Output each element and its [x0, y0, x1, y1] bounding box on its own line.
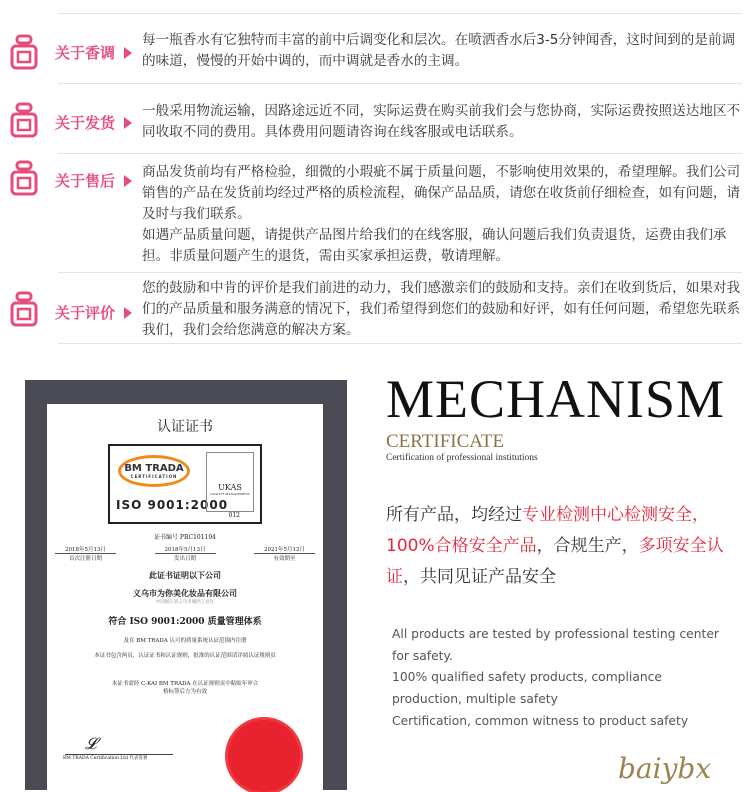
cert-date: 2018年5月13日 发出日期: [155, 545, 216, 562]
cert-title: 认证证书: [157, 419, 213, 435]
cert-number: 证书编号 PRC101194: [154, 534, 216, 541]
certificate-image: [47, 404, 323, 790]
desc-text: ，合规生产，: [536, 536, 639, 556]
cert-logo-box: [108, 444, 262, 524]
cert-note: 本证书需经 C-KAI BM TRADA 在认证规则页中粘贴年审合格标签后方为有效: [111, 681, 259, 695]
subheading-caption: Certification of professional institutions: [386, 453, 538, 463]
cert-signer: BM TRADA Certification Ltd 代表签署: [63, 756, 148, 761]
en-line: 100% qualified safety products, compliance production, multiple safety: [392, 670, 662, 707]
section-text-after-sales: [142, 162, 742, 267]
brand-signature-logo: baiybx: [618, 752, 712, 785]
section-text-shipping: 一般采用物流运输，因路途远近不同，实际运费在购买前我们会与您协商，实际运费按照送达地区不同收取不同的费用。具体费用问题请咨询在线客服或电话联系。: [142, 103, 741, 140]
desc-highlight: 专业检测中心检测安全，100%合格安全产品: [386, 505, 709, 556]
divider: [58, 83, 742, 84]
divider: [58, 343, 742, 344]
section-label-fragrance: 关于香调: [55, 44, 116, 62]
triangle-right-icon: [124, 175, 132, 187]
en-line: Certification, common witness to product safety: [392, 713, 689, 728]
divider: [58, 13, 742, 14]
red-seal: [228, 720, 300, 792]
divider: [58, 153, 742, 154]
section-text-reviews: 您的鼓励和中肯的评价是我们前进的动力，我们感激亲们的鼓励和支持。亲们在收到货后，如果对我们的产品质量和服务满意的情况下，我们希望得到您们的鼓励和好评，如有任何问题，希望您先联系我们，我们会给您满意的解决方案。: [142, 280, 741, 338]
desc-text: ，共同见证产品安全: [403, 567, 556, 587]
divider: [58, 272, 742, 273]
cert-company: 义乌市为你美化妆品有限公司: [133, 588, 237, 598]
after-sales-paragraph-1: 商品发货前均有严格检验，细微的小瑕疵不属于质量问题，不影响使用效果的，希望理解。我们公司销售的产品在发货前均经过严格的质检流程，确保产品品质，请您在收货前仔细检查，如有问题，请及时与我们联系。: [142, 164, 741, 222]
cert-address: 中国浙江省义乌市城西工业区: [155, 600, 215, 605]
perfume-bottle-icon: [10, 34, 38, 70]
signature: 𝓛: [65, 734, 173, 755]
perfume-bottle-icon: [10, 291, 38, 327]
perfume-bottle-icon: [10, 102, 38, 138]
cert-conform: 符合 ISO 9001:2000 质量管理体系: [108, 617, 262, 627]
cert-certify: 此证书证明以下公司: [149, 570, 221, 580]
section-label-after-sales: 关于售后: [55, 172, 116, 190]
cert-date: 2021年5月12日 有效期至: [254, 545, 315, 562]
ukas-number: 012: [228, 512, 240, 519]
section-label-reviews: 关于评价: [55, 304, 116, 322]
section-text-fragrance: 每一瓶香水有它独特而丰富的前中后调变化和层次。在喷洒香水后3-5分钟闻香，这时间到的是前调的味道，慢慢的开始中调的，而中调就是香水的主调。: [142, 32, 736, 69]
iso-label: ISO 9001:2000: [116, 498, 229, 512]
perfume-bottle-icon: [10, 160, 38, 196]
desc-text: 所有产品，均经过: [386, 505, 522, 525]
bm-trada-logo: BM TRADA CERTIFICATION: [118, 455, 190, 487]
triangle-right-icon: [124, 307, 132, 319]
cert-date: 2018年5月13日 首次注册日期: [55, 545, 116, 562]
desc-highlight: 多项安全认证: [386, 536, 724, 587]
triangle-right-icon: [124, 117, 132, 129]
english-description: [392, 624, 732, 733]
en-line: All products are tested by professional testing center for safety.: [392, 627, 719, 663]
heading-mechanism: MECHANISM: [386, 369, 726, 429]
after-sales-paragraph-2: 如遇产品质量问题，请提供产品图片给我们的在线客服，确认问题后我们负责退货，运费由我们承担。非质量问题产生的退货，需由买家承担运费，敬请理解。: [142, 227, 727, 264]
subheading-certificate: CERTIFICATE: [386, 431, 505, 452]
cert-note: 本证书包含两页，认证证书和认证规则，批准的认证范围请详阅认证规则页: [94, 653, 276, 659]
triangle-right-icon: [124, 47, 132, 59]
cert-scope: 及在 BM TRADA 认可的质量系统认证范围内注册: [123, 638, 247, 644]
ukas-logo: UKAS QUALITY MANAGEMENT: [206, 452, 254, 512]
section-label-shipping: 关于发货: [55, 114, 116, 132]
chinese-description: [386, 500, 736, 593]
